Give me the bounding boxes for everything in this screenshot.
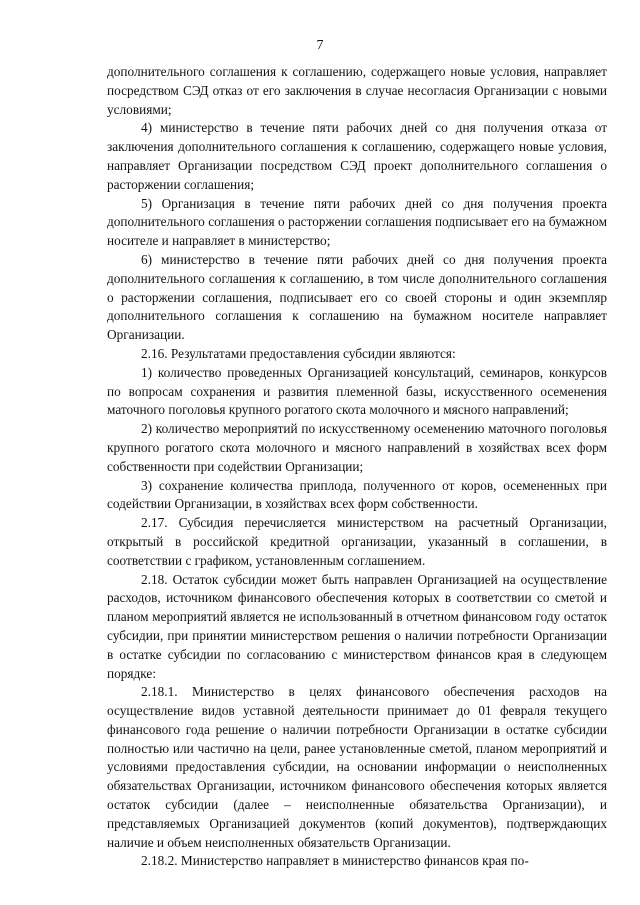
paragraph-result-1: 1) количество проведенных Организацией консультаций, семинаров, конкурсов по вопросам сохранения и развития племенной базы, искусственного осеменения маточного поголовья крупного рогатого скота молочного и мясного направлений; <box>107 364 607 418</box>
paragraph-result-2: 2) количество мероприятий по искусственному осеменению маточного поголовья крупного рогатого скота молочного и мясного направлений в хозяйствах всех форм собственности при содействии Организации; <box>107 421 607 474</box>
paragraph-item-4: 4) министерство в течение пяти рабочих дней со дня получения отказа от заключения дополнительного соглашения к соглашению, содержащего новые условия, направляет Организации посредством СЭД проект дополнительного соглашения о расторжении соглашения; <box>107 120 607 192</box>
paragraph-2-16: 2.16. Результатами предоставления субсидии являются: <box>141 345 456 361</box>
paragraph-result-3: 3) сохранение количества приплода, полученного от коров, осемененных при содействии Организации, в хозяйствах всех форм собственности. <box>107 477 607 512</box>
paragraph-2-17: 2.17. Субсидия перечисляется министерством на расчетный Организации, открытый в российской кредитной организации, указанный в соглашении, в соответствии с графиком, установленным соглашением. <box>107 515 607 568</box>
paragraph-item-5: 5) Организация в течение пяти рабочих дней со дня получения проекта дополнительного соглашения о расторжении соглашения подписывает его на бумажном носителе и направляет в министерство; <box>107 195 607 249</box>
paragraph-2-18: 2.18. Остаток субсидии может быть направлен Организацией на осуществление расходов, источником финансового обеспечения которых в соответствии со сметой и планом мероприятий является не использованный в отчетном финансовом году остаток субсидии, при принятии министерством решения о наличии потребности Организации в остатке субсидии по согласованию с министерством финансов края в следующем порядке: <box>107 571 607 681</box>
document-body <box>107 63 607 871</box>
paragraph-2-18-2: 2.18.2. Министерство направляет в министерство финансов края по- <box>141 853 529 869</box>
paragraph-continuation: дополнительного соглашения к соглашению, содержащего новые условия, направляет посредством СЭД отказ от его заключения в случае несогласия Организации с новыми условиями; <box>107 64 607 117</box>
paragraph-item-6: 6) министерство в течение пяти рабочих дней со дня получения проекта дополнительного соглашения к соглашению, в том числе дополнительного соглашения о расторжении соглашения, подписывает его со своей стороны и один экземпляр дополнительного соглашения к соглашению на бумажном носителе направляет Организации. <box>107 251 607 343</box>
paragraph-2-18-1: 2.18.1. Министерство в целях финансового обеспечения расходов на осуществление видов уставной деятельности принимает до 01 февраля текущего финансового года решение о наличии потребности Организации в остатке субсидии полностью или частично на цели, ранее установленные сметой, планом мероприятий и условиями предоставления субсидии, на основании информации о неисполненных обязательствах Организации, источником финансового обеспечения которых является остаток субсидии (далее – неисполненные обязательства Организации), и представляемых Организацией документов (копий документов), подтверждающих наличие и объем неисполненных обязательств Организации. <box>107 684 607 850</box>
page-number: 7 <box>316 38 324 53</box>
